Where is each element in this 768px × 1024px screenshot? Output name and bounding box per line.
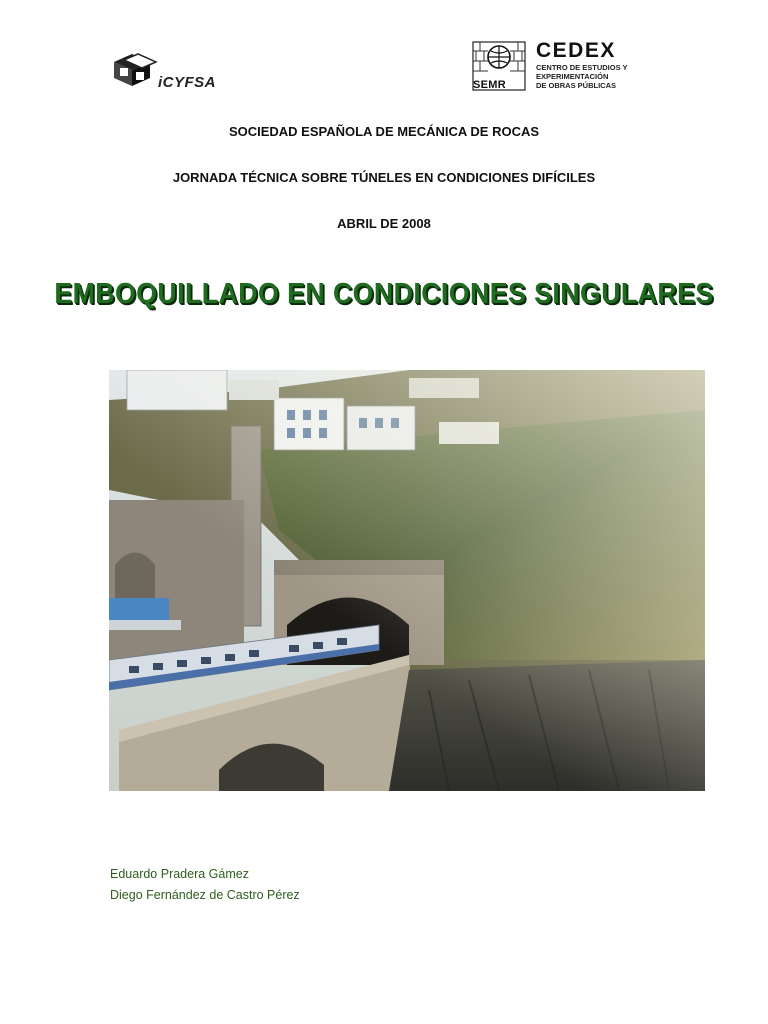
- date-heading: ABRIL DE 2008: [337, 216, 431, 231]
- author-name: Diego Fernández de Castro Pérez: [110, 888, 300, 902]
- author-list: [110, 864, 300, 906]
- author-name: Eduardo Pradera Gámez: [110, 867, 249, 881]
- event-heading: JORNADA TÉCNICA SOBRE TÚNELES EN CONDICIONES DIFÍCILES: [172, 170, 596, 185]
- cedex-title: CEDEX: [536, 39, 616, 62]
- icyfsa-logo-text: iCYFSA: [158, 74, 217, 91]
- icyfsa-logo: [110, 50, 230, 94]
- cedex-subtitle-line: CENTRO DE ESTUDIOS Y: [536, 63, 628, 72]
- document-title: EMBOQUILLADO EN CONDICIONES SINGULARES: [54, 278, 714, 310]
- society-heading: SOCIEDAD ESPAÑOLA DE MECÁNICA DE ROCAS: [228, 124, 540, 139]
- cedex-semr-logo: [472, 41, 652, 93]
- semr-label: SEMR: [473, 79, 506, 91]
- tunnel-portal-photo: [109, 370, 705, 791]
- cedex-subtitle-line: EXPERIMENTACIÓN: [536, 72, 609, 81]
- cedex-subtitle: [536, 63, 656, 90]
- cedex-subtitle-line: DE OBRAS PÚBLICAS: [536, 81, 617, 90]
- icyfsa-cube-icon: [110, 50, 162, 90]
